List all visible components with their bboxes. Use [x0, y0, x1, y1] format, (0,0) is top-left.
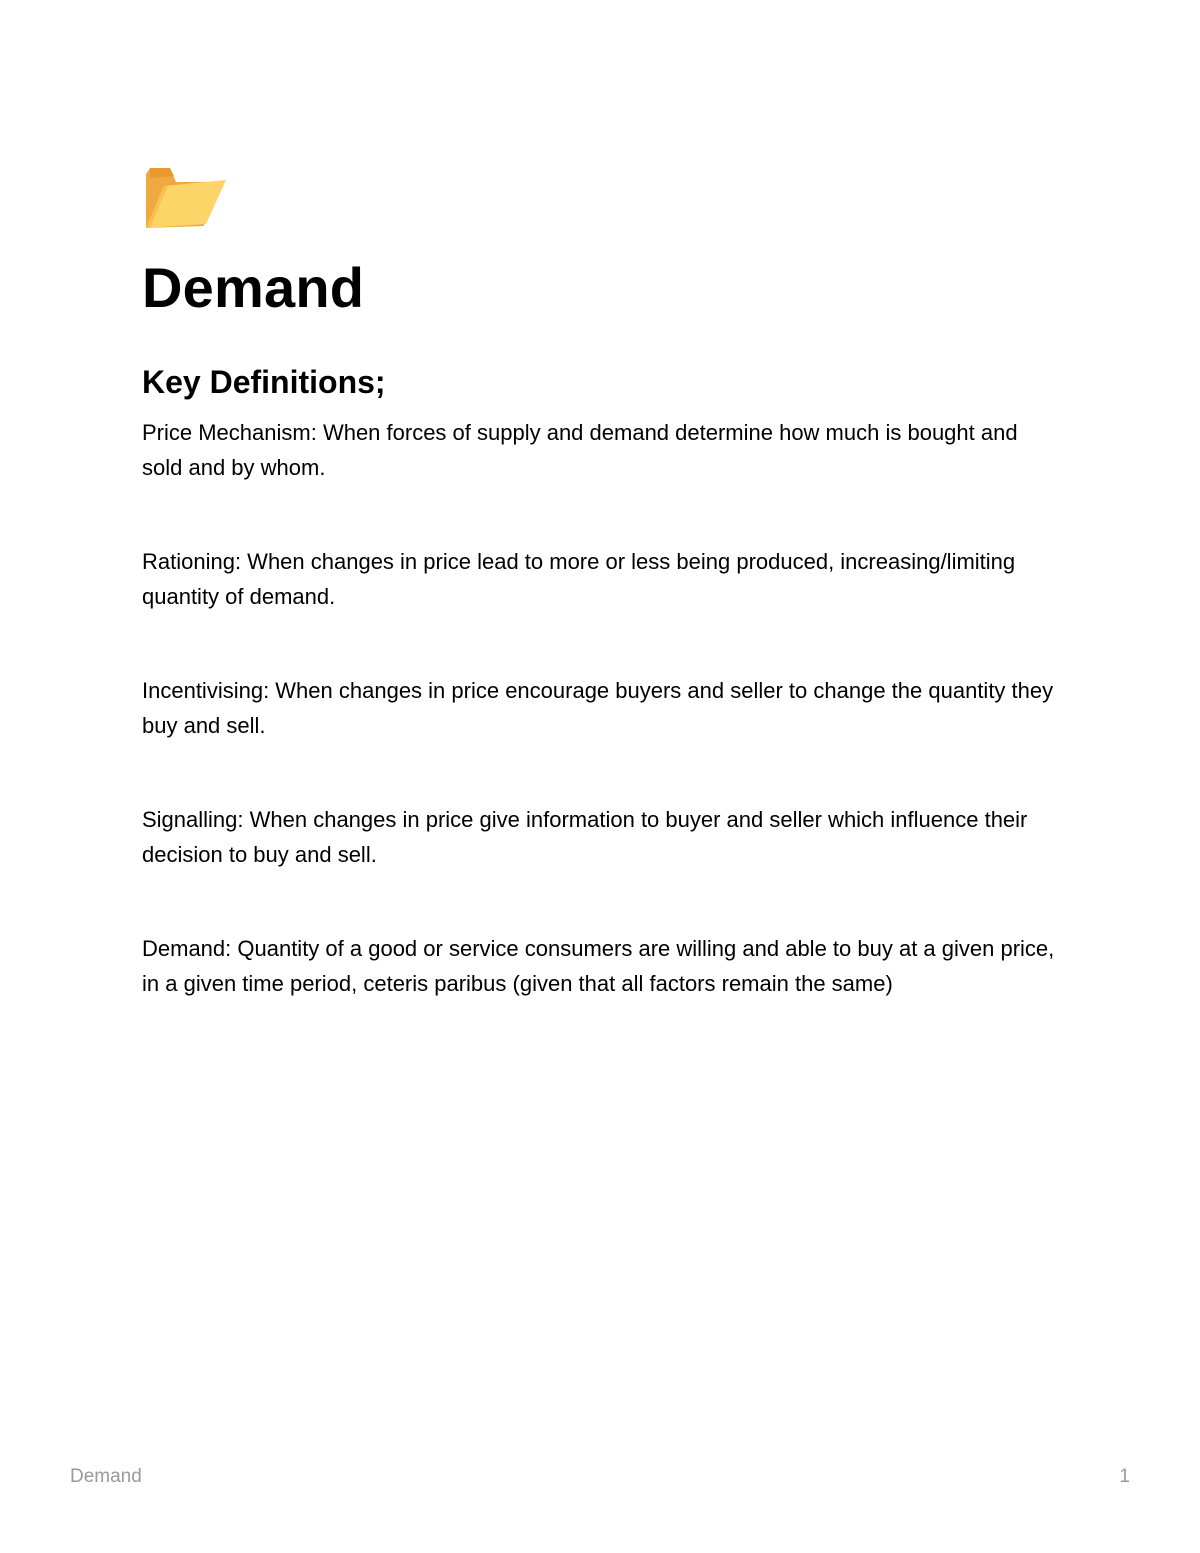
footer-title: Demand	[70, 1466, 142, 1487]
definition-demand: Demand: Quantity of a good or service consumers are willing and able to buy at a given price, in a given time period, ceteris paribus (given that all factors remain the same)	[142, 936, 1055, 996]
definition-signalling: Signalling: When changes in price give information to buyer and seller which influence their decision to buy and sell.	[142, 807, 1028, 867]
page-title: Demand	[142, 256, 365, 319]
definition-price-mechanism: Price Mechanism: When forces of supply and demand determine how much is bought and sold and by whom.	[142, 420, 1018, 480]
definition-incentivising: Incentivising: When changes in price encourage buyers and seller to change the quantity they buy and sell.	[142, 678, 1054, 738]
page-number: 1	[1119, 1466, 1130, 1487]
section-heading: Key Definitions;	[142, 364, 386, 400]
page-content	[142, 160, 1062, 1060]
definition-rationing: Rationing: When changes in price lead to more or less being produced, increasing/limiting quantity of demand.	[142, 549, 1016, 609]
open-folder-icon	[142, 160, 226, 232]
definitions-list	[142, 415, 1062, 1001]
